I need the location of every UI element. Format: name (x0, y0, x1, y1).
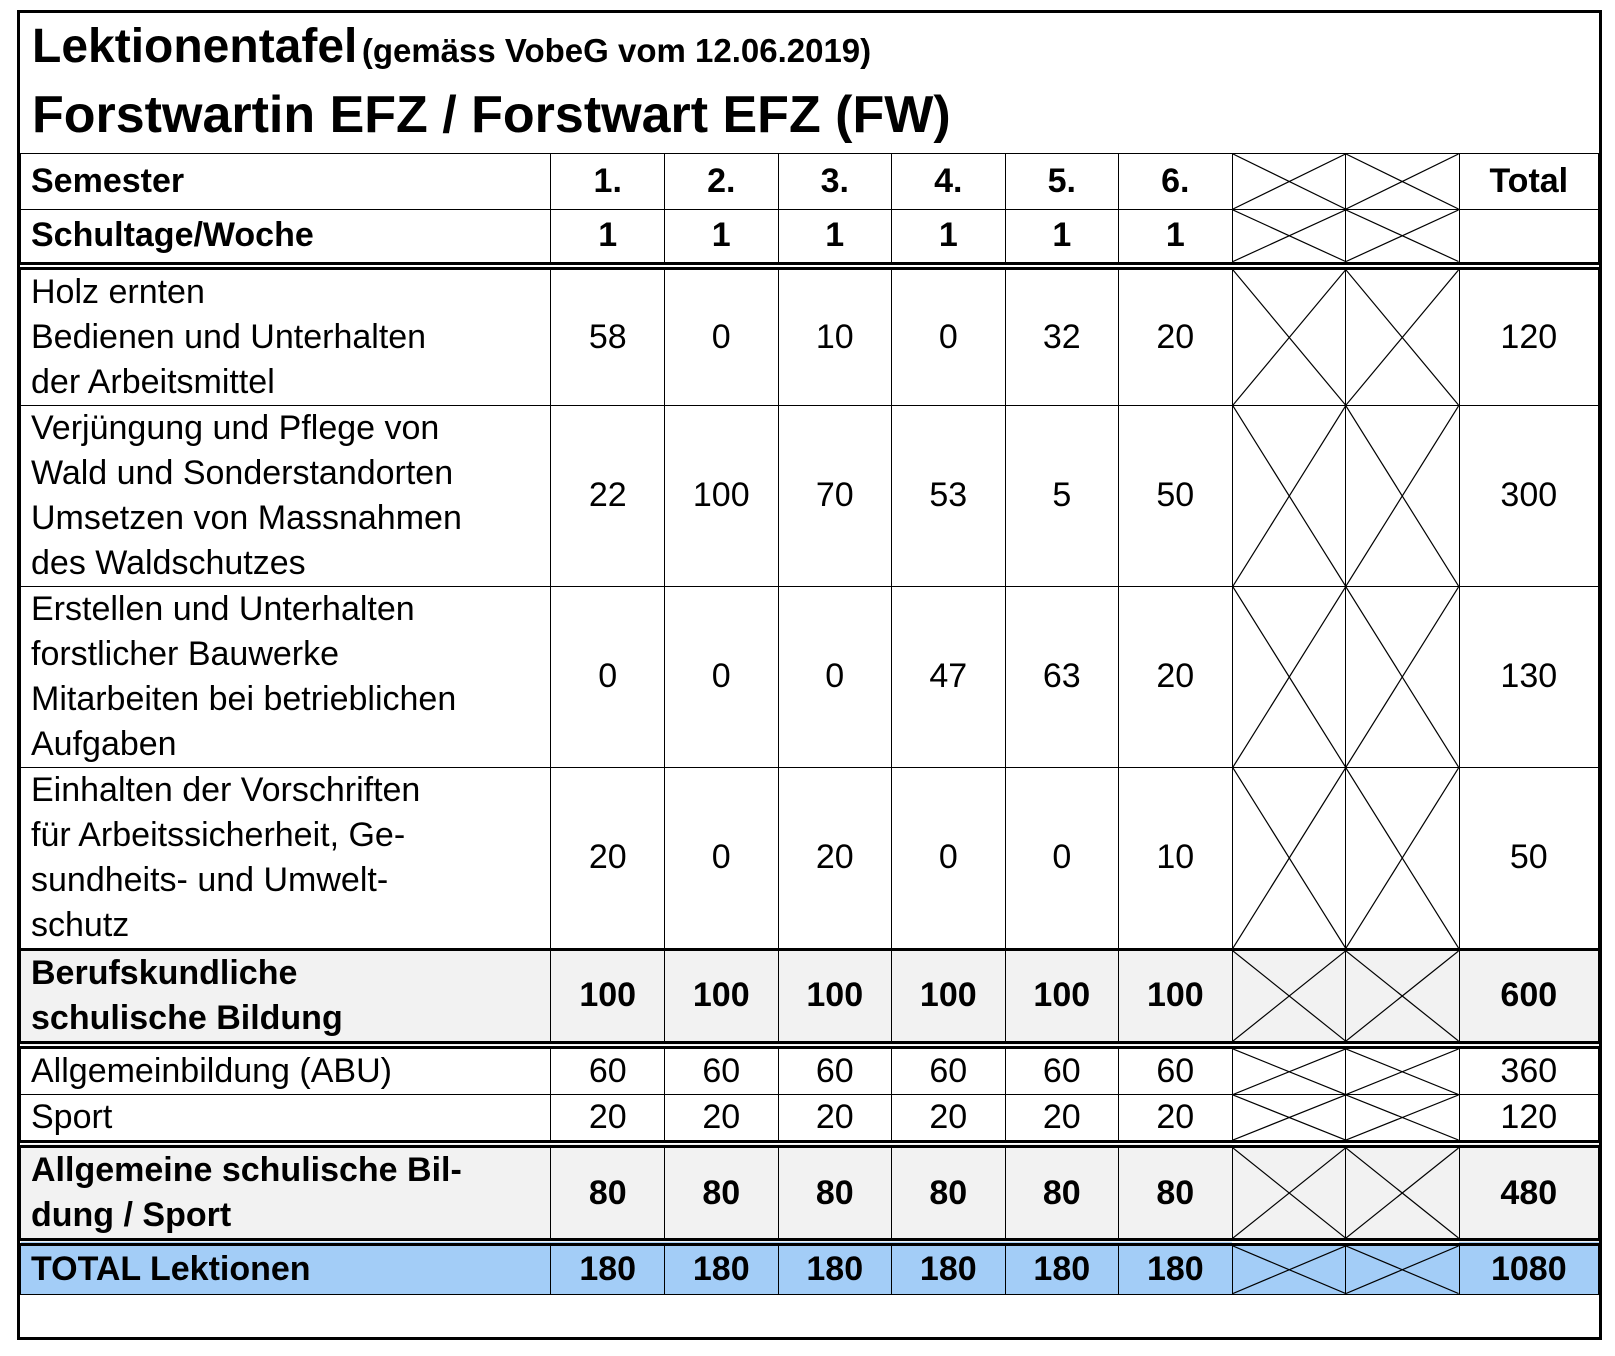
schooldays-row-value: 1 (1119, 210, 1233, 266)
schooldays-row-label: Schultage/Woche (21, 210, 551, 266)
grand-total-row-value: 180 (551, 1242, 665, 1294)
cross-out-icon (1233, 406, 1346, 586)
crossed-out-cell (1232, 767, 1346, 949)
semester-row (21, 154, 1599, 210)
crossed-out-cell (1346, 1095, 1460, 1145)
subject-row-value: 47 (892, 586, 1006, 767)
abu-row (21, 1045, 1599, 1095)
subject-row-value: 0 (551, 586, 665, 767)
grand-total-row-value: 180 (664, 1242, 778, 1294)
sport-row-value: 20 (1119, 1095, 1233, 1145)
subject-row-label-line: Aufgaben (31, 724, 177, 763)
cross-out-icon (1346, 768, 1459, 948)
subject-row-value: 20 (1119, 266, 1233, 406)
profession-title: Forstwartin EFZ / Forstwart EFZ (FW) (32, 86, 951, 144)
cross-out-icon (1233, 1095, 1346, 1140)
crossed-out-cell (1346, 210, 1460, 266)
grand-total-row-value: 180 (778, 1242, 892, 1294)
abu-row-label: Allgemeinbildung (ABU) (21, 1045, 551, 1095)
subject-row-value: 20 (778, 767, 892, 949)
page-subtitle: (gemäss VobeG vom 12.06.2019) (361, 32, 872, 69)
abu-row-value: 60 (1005, 1045, 1119, 1095)
sport-row-value: 20 (551, 1095, 665, 1145)
title-block (20, 13, 1599, 153)
semester-row-value: 6. (1119, 154, 1233, 210)
crossed-out-cell (1346, 767, 1460, 949)
berufskundlich-subtotal-row-value: 100 (1119, 949, 1233, 1045)
abu-row-value: 60 (892, 1045, 1006, 1095)
grand-total-row-value: 180 (1119, 1242, 1233, 1294)
subject-row-label-line: forstlicher Bauwerke (31, 634, 340, 673)
crossed-out-cell (1346, 1144, 1460, 1242)
subject-row-value: 5 (1005, 405, 1119, 586)
subject-row-value: 0 (664, 767, 778, 949)
sport-row-value: 20 (1005, 1095, 1119, 1145)
crossed-out-cell (1346, 266, 1460, 406)
berufskundlich-subtotal-row-label-line: schulische Bildung (31, 998, 343, 1037)
subject-row (21, 405, 1599, 586)
cross-out-icon (1346, 951, 1459, 1041)
subject-row-value: 0 (664, 586, 778, 767)
subject-row-total: 130 (1459, 586, 1598, 767)
subject-row-label-line: für Arbeitssicherheit, Ge- (31, 815, 406, 854)
subject-row-label-line: Wald und Sonderstandorten (31, 453, 454, 492)
abu-row-total: 360 (1459, 1045, 1598, 1095)
cross-out-icon (1233, 587, 1346, 767)
crossed-out-cell (1346, 154, 1460, 210)
semester-row-value: 1. (551, 154, 665, 210)
sport-row-value: 20 (892, 1095, 1006, 1145)
semester-row-value: 2. (664, 154, 778, 210)
berufskundlich-subtotal-row-value: 100 (778, 949, 892, 1045)
allgemein-subtotal-row-label (21, 1144, 551, 1242)
sport-row-label: Sport (21, 1095, 551, 1145)
title-line-1 (32, 19, 871, 74)
page-title: Lektionentafel (32, 20, 358, 73)
crossed-out-cell (1346, 1242, 1460, 1294)
subject-row-value: 0 (892, 266, 1006, 406)
sport-row-value: 20 (778, 1095, 892, 1145)
cross-out-icon (1346, 587, 1459, 767)
cross-out-icon (1346, 406, 1459, 586)
allgemein-subtotal-row-total: 480 (1459, 1144, 1598, 1242)
abu-row-value: 60 (1119, 1045, 1233, 1095)
schooldays-row-value: 1 (1005, 210, 1119, 266)
crossed-out-cell (1232, 586, 1346, 767)
cross-out-icon (1346, 1148, 1459, 1238)
schooldays-row (21, 210, 1599, 266)
subject-row-label-line: Verjüngung und Pflege von (31, 408, 440, 447)
subject-row-value: 0 (1005, 767, 1119, 949)
cross-out-icon (1233, 1049, 1346, 1095)
subject-row-value: 58 (551, 266, 665, 406)
subject-row-label-line: der Arbeitsmittel (31, 362, 275, 401)
cross-out-icon (1346, 270, 1459, 405)
semester-row-label: Semester (21, 154, 551, 210)
subject-row-value: 0 (892, 767, 1006, 949)
cross-out-icon (1346, 210, 1459, 262)
subject-row-label-line: sundheits- und Umwelt- (31, 860, 389, 899)
subject-row-value: 32 (1005, 266, 1119, 406)
subject-row-total: 50 (1459, 767, 1598, 949)
schooldays-row-value: 1 (778, 210, 892, 266)
crossed-out-cell (1232, 266, 1346, 406)
subject-row-value: 0 (778, 586, 892, 767)
subject-row-total: 300 (1459, 405, 1598, 586)
subject-row-label (21, 266, 551, 406)
lesson-table (20, 153, 1599, 1295)
subject-row-value: 0 (664, 266, 778, 406)
semester-row-total: Total (1459, 154, 1598, 210)
cross-out-icon (1233, 210, 1346, 262)
lesson-table-frame (17, 10, 1602, 1340)
cross-out-icon (1346, 1246, 1459, 1294)
grand-total-row-label: TOTAL Lektionen (21, 1242, 551, 1294)
subject-row-label-line: Mitarbeiten bei betrieblichen (31, 679, 457, 718)
schooldays-row-value: 1 (551, 210, 665, 266)
cross-out-icon (1233, 154, 1346, 209)
sport-row (21, 1095, 1599, 1145)
subject-row (21, 767, 1599, 949)
subject-row-value: 70 (778, 405, 892, 586)
semester-row-value: 4. (892, 154, 1006, 210)
sport-row-total: 120 (1459, 1095, 1598, 1145)
subject-row-label-line: Holz ernten (31, 272, 205, 311)
subject-row-label (21, 586, 551, 767)
allgemein-subtotal-row-value: 80 (551, 1144, 665, 1242)
berufskundlich-subtotal-row-label-line: Berufskundliche (31, 953, 298, 992)
sport-row-value: 20 (664, 1095, 778, 1145)
berufskundlich-subtotal-row-total: 600 (1459, 949, 1598, 1045)
cross-out-icon (1233, 1246, 1346, 1294)
subject-row-value: 63 (1005, 586, 1119, 767)
crossed-out-cell (1232, 1242, 1346, 1294)
cross-out-icon (1233, 768, 1346, 948)
subject-row-label-line: schutz (31, 905, 130, 944)
berufskundlich-subtotal-row-value: 100 (664, 949, 778, 1045)
abu-row-value: 60 (551, 1045, 665, 1095)
subject-row-value: 20 (1119, 586, 1233, 767)
allgemein-subtotal-row-value: 80 (1119, 1144, 1233, 1242)
subject-row-value: 50 (1119, 405, 1233, 586)
crossed-out-cell (1232, 210, 1346, 266)
subject-row-label (21, 767, 551, 949)
berufskundlich-subtotal-row-value: 100 (551, 949, 665, 1045)
allgemein-subtotal-row-label-line: dung / Sport (31, 1196, 232, 1234)
crossed-out-cell (1346, 405, 1460, 586)
subject-row-label-line: des Waldschutzes (31, 543, 306, 582)
abu-row-value: 60 (778, 1045, 892, 1095)
subject-row-value: 100 (664, 405, 778, 586)
schooldays-row-value: 1 (892, 210, 1006, 266)
allgemein-subtotal-row (21, 1144, 1599, 1242)
crossed-out-cell (1232, 1045, 1346, 1095)
cross-out-icon (1233, 951, 1346, 1041)
grand-total-row-total: 1080 (1459, 1242, 1598, 1294)
subject-row (21, 266, 1599, 406)
allgemein-subtotal-row-value: 80 (664, 1144, 778, 1242)
cross-out-icon (1346, 1095, 1459, 1140)
cross-out-icon (1346, 1049, 1459, 1095)
cross-out-icon (1233, 270, 1346, 405)
semester-row-value: 5. (1005, 154, 1119, 210)
subject-row-label-line: Umsetzen von Massnahmen (31, 498, 462, 537)
schooldays-row-value: 1 (664, 210, 778, 266)
subject-row-value: 10 (1119, 767, 1233, 949)
semester-row-value: 3. (778, 154, 892, 210)
berufskundlich-subtotal-row-value: 100 (1005, 949, 1119, 1045)
allgemein-subtotal-row-label-line: Allgemeine schulische Bil- (31, 1151, 462, 1189)
cross-out-icon (1233, 1148, 1346, 1238)
berufskundlich-subtotal-row-value: 100 (892, 949, 1006, 1045)
subject-row-label-line: Erstellen und Unterhalten (31, 589, 415, 628)
subject-row-label-line: Bedienen und Unterhalten (31, 317, 427, 356)
allgemein-subtotal-row-value: 80 (778, 1144, 892, 1242)
abu-row-value: 60 (664, 1045, 778, 1095)
crossed-out-cell (1346, 1045, 1460, 1095)
subject-row-label (21, 405, 551, 586)
grand-total-row (21, 1242, 1599, 1294)
allgemein-subtotal-row-value: 80 (1005, 1144, 1119, 1242)
crossed-out-cell (1232, 1095, 1346, 1145)
crossed-out-cell (1232, 949, 1346, 1045)
subject-row-value: 22 (551, 405, 665, 586)
cross-out-icon (1346, 154, 1459, 209)
grand-total-row-value: 180 (1005, 1242, 1119, 1294)
subject-row-value: 20 (551, 767, 665, 949)
crossed-out-cell (1346, 949, 1460, 1045)
grand-total-row-value: 180 (892, 1242, 1006, 1294)
crossed-out-cell (1346, 586, 1460, 767)
allgemein-subtotal-row-value: 80 (892, 1144, 1006, 1242)
subject-row-value: 10 (778, 266, 892, 406)
subject-row-value: 53 (892, 405, 1006, 586)
subject-row-label-line: Einhalten der Vorschriften (31, 770, 421, 809)
subject-row-total: 120 (1459, 266, 1598, 406)
crossed-out-cell (1232, 405, 1346, 586)
subject-row (21, 586, 1599, 767)
schooldays-row-total (1459, 210, 1598, 266)
crossed-out-cell (1232, 1144, 1346, 1242)
crossed-out-cell (1232, 154, 1346, 210)
berufskundlich-subtotal-row (21, 949, 1599, 1045)
berufskundlich-subtotal-row-label (21, 949, 551, 1045)
